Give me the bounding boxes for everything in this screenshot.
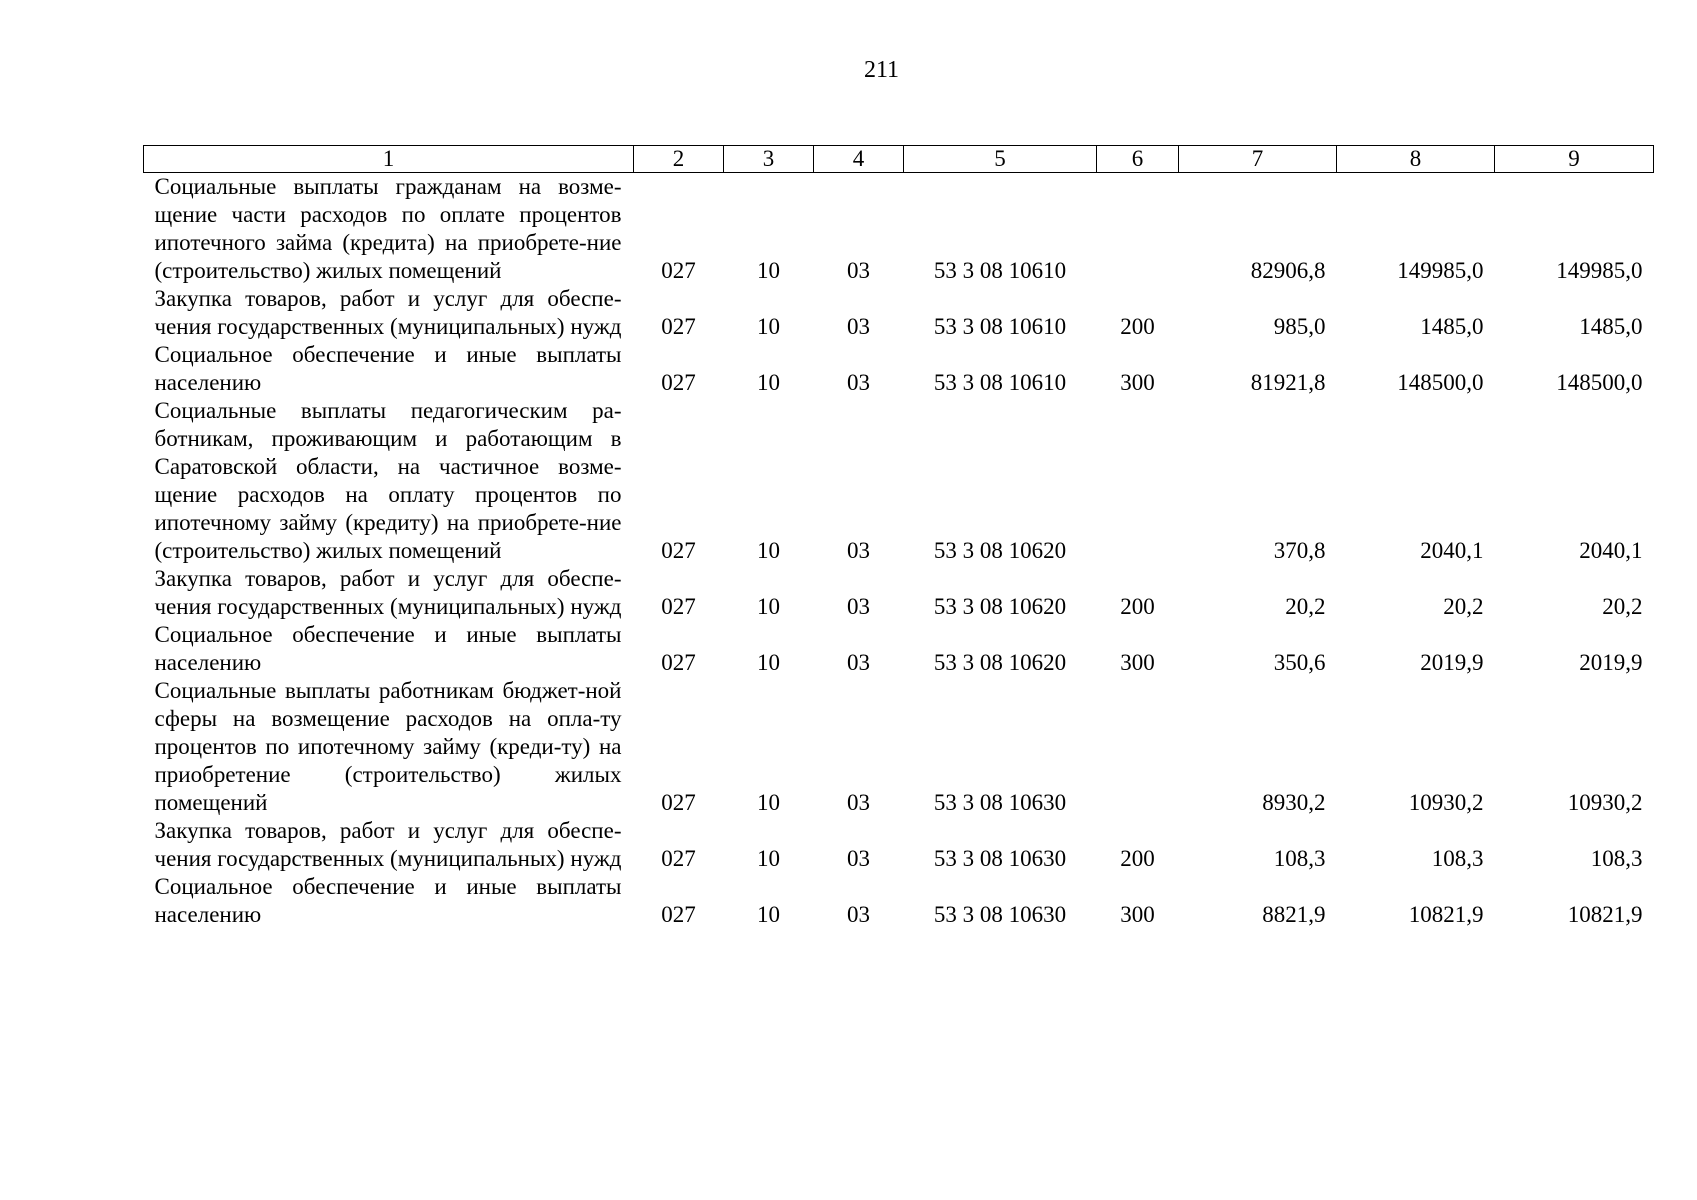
row-section-code: 10 bbox=[757, 846, 780, 871]
row-expense-type: 300 bbox=[1120, 370, 1155, 395]
row-target-code: 53 3 08 10630 bbox=[933, 902, 1067, 927]
row-subsection-code: 03 bbox=[847, 594, 870, 619]
row-name: Социальное обеспечение и иные выплаты населению bbox=[154, 622, 622, 675]
row-ministry-code: 027 bbox=[661, 594, 696, 619]
row-section-code: 10 bbox=[757, 370, 780, 395]
row-target-code: 53 3 08 10610 bbox=[933, 258, 1067, 283]
row-amount-8: 20,2 bbox=[1443, 594, 1484, 619]
header-col-6: 6 bbox=[1097, 146, 1179, 173]
row-amount-9: 10821,9 bbox=[1567, 902, 1643, 927]
row-amount-9: 108,3 bbox=[1590, 846, 1643, 871]
row-name: Социальные выплаты работникам бюджет-ной сферы на возмещение расходов на опла-ту процентов по ипотечному займу (креди-ту) на приобретение (строительство) жилых помещений bbox=[154, 678, 622, 815]
table-row bbox=[144, 677, 1654, 817]
row-target-code: 53 3 08 10620 bbox=[933, 594, 1067, 619]
row-target-code: 53 3 08 10630 bbox=[933, 846, 1067, 871]
page-number: 211 bbox=[863, 57, 900, 83]
header-col-4: 4 bbox=[814, 146, 904, 173]
row-expense-type: 200 bbox=[1120, 314, 1155, 339]
row-name: Социальное обеспечение и иные выплаты населению bbox=[154, 874, 622, 927]
row-section-code: 10 bbox=[757, 902, 780, 927]
row-subsection-code: 03 bbox=[847, 370, 870, 395]
budget-table bbox=[143, 145, 1654, 929]
row-section-code: 10 bbox=[757, 790, 780, 815]
row-amount-9: 20,2 bbox=[1602, 594, 1643, 619]
row-subsection-code: 03 bbox=[847, 538, 870, 563]
row-subsection-code: 03 bbox=[847, 314, 870, 339]
header-col-2: 2 bbox=[634, 146, 724, 173]
table-row bbox=[144, 285, 1654, 341]
row-amount-8: 10930,2 bbox=[1408, 790, 1484, 815]
table-row bbox=[144, 341, 1654, 397]
row-ministry-code: 027 bbox=[661, 370, 696, 395]
table-body bbox=[144, 173, 1654, 930]
row-expense-type: 200 bbox=[1120, 594, 1155, 619]
header-col-5: 5 bbox=[904, 146, 1097, 173]
table-row bbox=[144, 817, 1654, 873]
row-amount-7: 8930,2 bbox=[1262, 790, 1326, 815]
row-target-code: 53 3 08 10610 bbox=[933, 314, 1067, 339]
row-amount-8: 1485,0 bbox=[1420, 314, 1484, 339]
row-subsection-code: 03 bbox=[847, 846, 870, 871]
row-amount-8: 2019,9 bbox=[1420, 650, 1484, 675]
row-section-code: 10 bbox=[757, 650, 780, 675]
row-expense-type bbox=[1097, 397, 1179, 565]
row-ministry-code: 027 bbox=[661, 790, 696, 815]
row-expense-type bbox=[1097, 677, 1179, 817]
row-amount-9: 1485,0 bbox=[1579, 314, 1643, 339]
table-row bbox=[144, 565, 1654, 621]
row-amount-9: 10930,2 bbox=[1567, 790, 1643, 815]
row-amount-9: 148500,0 bbox=[1556, 370, 1643, 395]
table-row bbox=[144, 397, 1654, 565]
row-ministry-code: 027 bbox=[661, 902, 696, 927]
header-col-8: 8 bbox=[1337, 146, 1495, 173]
row-section-code: 10 bbox=[757, 314, 780, 339]
row-target-code: 53 3 08 10630 bbox=[933, 790, 1067, 815]
row-name: Закупка товаров, работ и услуг для обеспе-чения государственных (муниципальных) нужд bbox=[154, 566, 622, 619]
row-amount-8: 108,3 bbox=[1431, 846, 1484, 871]
row-subsection-code: 03 bbox=[847, 902, 870, 927]
row-amount-8: 148500,0 bbox=[1397, 370, 1484, 395]
header-col-7: 7 bbox=[1179, 146, 1337, 173]
row-ministry-code: 027 bbox=[661, 314, 696, 339]
row-amount-8: 2040,1 bbox=[1420, 538, 1484, 563]
row-amount-9: 2040,1 bbox=[1579, 538, 1643, 563]
row-amount-9: 149985,0 bbox=[1556, 258, 1643, 283]
row-amount-9: 2019,9 bbox=[1579, 650, 1643, 675]
row-name: Закупка товаров, работ и услуг для обеспе-чения государственных (муниципальных) нужд bbox=[154, 286, 622, 339]
row-amount-7: 370,8 bbox=[1273, 538, 1326, 563]
row-target-code: 53 3 08 10610 bbox=[933, 370, 1067, 395]
row-amount-7: 108,3 bbox=[1273, 846, 1326, 871]
row-amount-7: 985,0 bbox=[1273, 314, 1326, 339]
row-amount-8: 149985,0 bbox=[1397, 258, 1484, 283]
row-amount-7: 350,6 bbox=[1273, 650, 1326, 675]
row-name: Закупка товаров, работ и услуг для обеспе-чения государственных (муниципальных) нужд bbox=[154, 818, 622, 871]
row-amount-7: 81921,8 bbox=[1250, 370, 1326, 395]
row-ministry-code: 027 bbox=[661, 846, 696, 871]
row-ministry-code: 027 bbox=[661, 538, 696, 563]
table-row bbox=[144, 873, 1654, 929]
row-name: Социальное обеспечение и иные выплаты населению bbox=[154, 342, 622, 395]
row-amount-7: 20,2 bbox=[1285, 594, 1326, 619]
row-section-code: 10 bbox=[757, 538, 780, 563]
table-header bbox=[144, 146, 1654, 173]
table-row bbox=[144, 173, 1654, 286]
row-amount-8: 10821,9 bbox=[1408, 902, 1484, 927]
row-subsection-code: 03 bbox=[847, 790, 870, 815]
row-name: Социальные выплаты педагогическим ра-ботникам, проживающим и работающим в Саратовской области, на частичное возме-щение расходов на оплату процентов по ипотечному займу (кредиту) на приобрете-ние (строительство) жилых помещений bbox=[154, 398, 622, 563]
header-row bbox=[144, 146, 1654, 173]
row-expense-type: 300 bbox=[1120, 650, 1155, 675]
row-section-code: 10 bbox=[757, 594, 780, 619]
header-col-9: 9 bbox=[1495, 146, 1654, 173]
row-ministry-code: 027 bbox=[661, 650, 696, 675]
row-expense-type: 300 bbox=[1120, 902, 1155, 927]
row-amount-7: 8821,9 bbox=[1262, 902, 1326, 927]
row-ministry-code: 027 bbox=[661, 258, 696, 283]
table-row bbox=[144, 621, 1654, 677]
row-section-code: 10 bbox=[757, 258, 780, 283]
row-subsection-code: 03 bbox=[847, 650, 870, 675]
header-col-3: 3 bbox=[724, 146, 814, 173]
header-col-1: 1 bbox=[144, 146, 634, 173]
row-expense-type: 200 bbox=[1120, 846, 1155, 871]
row-expense-type bbox=[1097, 173, 1179, 286]
row-target-code: 53 3 08 10620 bbox=[933, 650, 1067, 675]
row-subsection-code: 03 bbox=[847, 258, 870, 283]
row-name: Социальные выплаты гражданам на возме-щение части расходов по оплате процентов ипотечного займа (кредита) на приобрете-ние (строительство) жилых помещений bbox=[154, 174, 622, 283]
row-target-code: 53 3 08 10620 bbox=[933, 538, 1067, 563]
row-amount-7: 82906,8 bbox=[1250, 258, 1326, 283]
